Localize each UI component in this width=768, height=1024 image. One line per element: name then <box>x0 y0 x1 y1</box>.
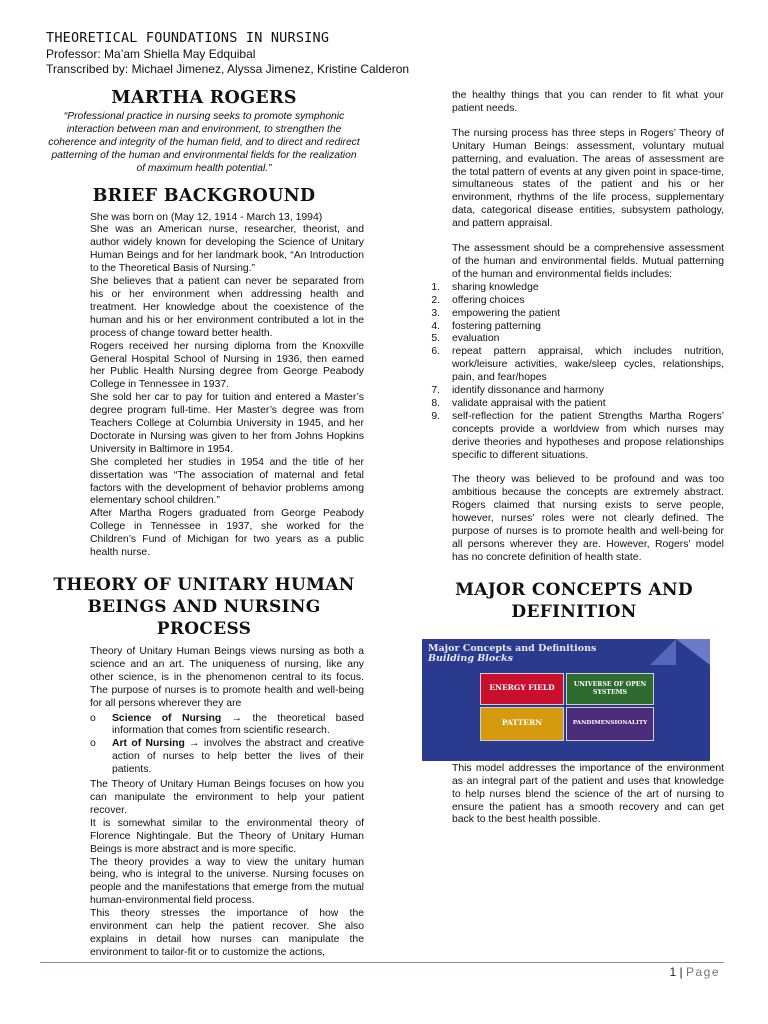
list-item <box>424 385 724 398</box>
background-paragraph: She sold her car to pay for tuition and entered a Master’s degree program full-time. Her Master’s degree was from Teachers College at Columbia University in 1945, and her Doctorate in Nursing was given to her from Johns Hopkins University in Baltimore in 1954. <box>90 392 364 455</box>
list-text: sharing knowledge <box>452 281 539 293</box>
theory-heading: THEORY OF UNITARY HUMAN BEINGS AND NURSING PROCESS <box>53 575 355 639</box>
page-separator: | <box>676 965 686 979</box>
definition-text: → involves the abstract and creative action of nurses to help better the lives of their patients. <box>112 738 365 776</box>
open-systems-block: UNIVERSE OF OPEN SYSTEMS <box>566 673 654 705</box>
theory-paragraph: The Theory of Unitary Human Beings focuses on how you can manipulate the environment to help your patient recover. <box>90 779 364 816</box>
list-text: self-reflection for the patient Strengths Martha Rogers’ concepts provide a worldview from which nurses may derive theories and hypotheses and propose relationships specific to different situations. <box>452 410 724 461</box>
continuation-paragraph: the healthy things that you can render to fit what your patient needs. <box>452 90 724 114</box>
list-number: 5. <box>431 333 440 345</box>
page-label: Page <box>685 965 720 979</box>
list-text: validate appraisal with the patient <box>452 397 606 409</box>
background-paragraph: She believes that a patient can never be separated from his or her environment when addressing health and treatment. Her knowledge about the coexistence of the human and his or her environment contributed a lot in the process of change toward better health. <box>90 276 364 339</box>
bullet-marker: o <box>90 712 96 724</box>
list-number: 9. <box>431 410 440 422</box>
definition-text: → the theoretical based information that comes from scientific research. <box>112 712 364 737</box>
background-paragraph: Rogers received her nursing diploma from the Knoxville General Hospital School of Nursing in 1936, then earned her Public Health Nursing degree from George Peabody College in Tennessee in 1937. <box>90 340 364 391</box>
nursing-process-paragraph: The nursing process has three steps in Rogers’ Theory of Unitary Human Beings: assessment, voluntary mutual patterning, and evaluation. The areas of assessment are the total pattern of events at any given point in space-time, simultaneous states of the patient and his or her environment, rhythms of the life process, supplementary data, categorical disease entities, subsystem pathology, and pattern appraisal. <box>452 127 724 230</box>
list-number: 7. <box>431 385 440 397</box>
caption-text <box>424 763 724 828</box>
concepts-slide-image <box>422 639 710 761</box>
professor-line: Professor: Ma’am Shiella May Edquibal <box>46 47 256 61</box>
martha-rogers-heading: MARTHA ROGERS <box>111 88 297 108</box>
slide-title: Major Concepts and Definitions <box>428 642 597 654</box>
document-header <box>46 30 466 77</box>
list-number: 8. <box>431 397 440 409</box>
definition-item <box>90 738 364 777</box>
list-text: evaluation <box>452 333 500 345</box>
rogers-quote: “Professional practice in nursing seeks to promote symphonic interaction between man and environment, to strengthen the coherence and integrity of the human field, and to direct and redirect patterning of the human and environmental fields for the realization of maximum health potential.” <box>48 111 360 174</box>
definition-item <box>90 713 364 739</box>
list-item <box>424 282 724 295</box>
list-text: empowering the patient <box>452 307 561 319</box>
list-item <box>424 411 724 463</box>
list-text: fostering patterning <box>452 320 541 332</box>
list-item <box>424 333 724 346</box>
page-number: 1 <box>669 965 677 979</box>
theory-paragraph: This theory stresses the importance of how the environment can help the patient recover. She also explains in detail how nurses can manipulate the environment to tailor-fit or to customize the actions, <box>90 908 364 958</box>
list-number: 4. <box>431 320 440 332</box>
major-concepts-heading: MAJOR CONCEPTS AND DEFINITION <box>455 579 693 622</box>
page-footer <box>669 965 720 979</box>
right-text-2 <box>424 474 724 564</box>
slide-subtitle: Building Blocks <box>428 652 513 664</box>
list-number: 1. <box>431 281 440 293</box>
left-column <box>44 88 364 960</box>
right-column <box>424 90 724 827</box>
definition-term: Science of Nursing <box>112 712 222 724</box>
transcribers-line: Transcribed by: Michael Jimenez, Alyssa Jimenez, Kristine Calderon <box>46 62 410 76</box>
slide-decor-triangle <box>650 639 676 665</box>
course-title: THEORETICAL FOUNDATIONS IN NURSING <box>46 30 330 46</box>
pandimensionality-block: PANDIMENSIONALITY <box>566 707 654 741</box>
list-item <box>424 295 724 308</box>
slide-decor-triangle <box>676 639 710 665</box>
definition-list <box>90 713 364 778</box>
theory-paragraph: The theory provides a way to view the unitary human being, who is integral to the universe. Nursing focuses on people and the manifestations that emerge from the mutual human-environmental field process. <box>90 856 364 907</box>
background-paragraph: She completed her studies in 1954 and the title of her dissertation was “The association of maternal and fetal factors with the development of behavior problems among elementary school children.” <box>90 456 364 507</box>
list-number: 3. <box>431 307 440 319</box>
belief-paragraph: The theory was believed to be profound and was too ambitious because the concepts are extremely abstract. Rogers claimed that nursing exists to serve people, however, nurses’ roles were not clearly defined. The purpose of nurses is to promote health and well-being for all persons wherever they are. However, Rogers’ model has no concrete definition of health state. <box>452 474 724 563</box>
bullet-marker: o <box>90 738 96 750</box>
model-caption: This model addresses the importance of the environment as an integral part of the patient and uses that knowledge to help nurses blend the science of the art of nursing to ensure the patient has a smooth recovery and can get back to the best health possible. <box>452 762 724 826</box>
list-number: 2. <box>431 294 440 306</box>
theory-text <box>44 646 364 960</box>
list-item <box>424 321 724 334</box>
energy-field-block: ENERGY FIELD <box>480 673 564 705</box>
footer-divider <box>40 962 724 963</box>
background-paragraph: After Martha Rogers graduated from George Peabody College in Tennessee in 1937, she worked for the Children’s Fund of Michigan for two years as a public health nurse. <box>90 508 364 559</box>
background-paragraph: She was born on (May 12, 1914 - March 13, 1994) <box>90 211 323 223</box>
brief-background-heading: BRIEF BACKGROUND <box>92 185 316 206</box>
list-text: identify dissonance and harmony <box>452 385 604 397</box>
list-text: offering choices <box>452 294 525 306</box>
mutual-patterning-list <box>424 282 724 463</box>
list-text: repeat pattern appraisal, which includes nutrition, work/leisure activities, wake/sleep cycles, relationships, pain, and fear/hopes <box>452 346 724 384</box>
theory-paragraph: It is somewhat similar to the environmental theory of Florence Nightingale. But the Theory of Unitary Human Beings is more abstract and is more specific. <box>90 817 364 855</box>
background-text <box>44 212 364 560</box>
list-item <box>424 346 724 385</box>
list-number: 6. <box>431 346 440 358</box>
pattern-block: PATTERN <box>480 707 564 741</box>
definition-term: Art of Nursing <box>112 738 185 750</box>
theory-intro: Theory of Unitary Human Beings views nursing as both a science and an art. The uniqueness of nursing, like any other science, is in the phenomenon central to its focus. The purpose of nurses is to promote health and well-being for all persons wherever they are <box>90 646 364 709</box>
assessment-paragraph: The assessment should be a comprehensive assessment of the human and environmental fields. Mutual patterning of the human and environmental fields includes: <box>452 243 724 280</box>
list-item <box>424 398 724 411</box>
background-paragraph: She was an American nurse, researcher, theorist, and author widely known for developing the Science of Unitary Human Beings and for her landmark book, “An Introduction to the Theoretical Basis of Nursing.” <box>90 224 364 275</box>
list-item <box>424 308 724 321</box>
right-text <box>424 90 724 282</box>
